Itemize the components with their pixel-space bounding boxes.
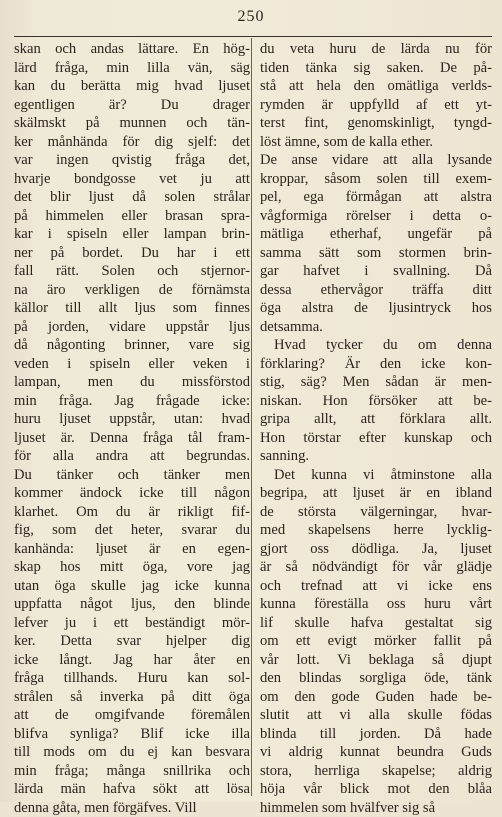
text-line: fråga tillhands. Huru kan sol-	[14, 669, 250, 688]
text-line: utan öga skulle jag icke kunna	[14, 577, 250, 596]
text-line: på himmelen eller brasan spra-	[14, 207, 250, 226]
text-line: pel, ega förmågan att alstra	[260, 188, 492, 207]
text-line: kar i spiseln eller lampan brin-	[14, 225, 250, 244]
text-line: min fråga. Jag frågade icke:	[14, 392, 250, 411]
header-rule	[14, 36, 492, 37]
text-line: med skapelsens herre lycklig-	[260, 521, 492, 540]
text-line: egentligen är? Du drager	[14, 96, 250, 115]
page-number: 250	[0, 8, 502, 26]
text-line: om ett evigt mörker fallit på	[260, 632, 492, 651]
text-line: vågformiga rörelser i detta o-	[260, 207, 492, 226]
text-line: gjort oss dödliga. Ja, ljuset	[260, 540, 492, 559]
text-line: gar hafvet i svallning. Då	[260, 262, 492, 281]
text-line: kanhända: ljuset är en egen-	[14, 540, 250, 559]
text-line: ner på bordet. Du har i ett	[14, 244, 250, 263]
text-line: det blir ljust då solen strålar	[14, 188, 250, 207]
text-line: till mods om du ej kan besvara	[14, 743, 250, 762]
text-line: strålen så inverka på ditt öga	[14, 688, 250, 707]
text-line: na äro verkligen de förnämsta	[14, 281, 250, 300]
text-line: lärd fråga, min lilla vän, säg	[14, 59, 250, 78]
text-line: är så nödvändigt för vår glädje	[260, 558, 492, 577]
column-divider	[251, 38, 252, 796]
text-line: hvarje bondgosse vet ju att	[14, 170, 250, 189]
text-line: terst fint, genomskinligt, tyngd-	[260, 114, 492, 133]
text-line: stå att hela den omätliga verlds-	[260, 77, 492, 96]
text-line: tiden tänka sig saken. De på-	[260, 59, 492, 78]
text-line: då någonting brinner, vare sig	[14, 336, 250, 355]
text-line: dessa ethervågor träffa ditt	[260, 281, 492, 300]
text-line: kroppar, såsom solen till exem-	[260, 170, 492, 189]
right-column	[260, 40, 492, 817]
text-line: ker. Detta svar hjelper dig	[14, 632, 250, 651]
text-line: den blindas sorgliga öde, tänk	[260, 669, 492, 688]
text-line: de största välgerningar, hvar-	[260, 503, 492, 522]
text-line: lärda män hafva sökt att lösa	[14, 780, 250, 799]
text-line: om den gode Guden hade be-	[260, 688, 492, 707]
text-line: Du tänker och tänker men	[14, 466, 250, 485]
text-line: detsamma.	[260, 318, 492, 337]
text-line: löst ämne, som de kalla ether.	[260, 133, 492, 152]
text-line: vi aldrig kunnat beundra Guds	[260, 743, 492, 762]
text-line: ljuset är. Denna fråga tål fram-	[14, 429, 250, 448]
text-line: lif skulle hafva gestaltat sig	[260, 614, 492, 633]
text-line: vår lott. Vi beklaga så djupt	[260, 651, 492, 670]
text-line: blifva synliga? Blif icke illa	[14, 725, 250, 744]
text-line: för alla andra att begrundas.	[14, 447, 250, 466]
text-line: skap hos mitt öga, vore jag	[14, 558, 250, 577]
text-line: gripa allt, att förklara allt.	[260, 410, 492, 429]
text-line: fall rätt. Solen och stjernor-	[14, 262, 250, 281]
text-line: stig, säg? Men sådan är men-	[260, 373, 492, 392]
text-line: niskan. Hon försöker att be-	[260, 392, 492, 411]
text-line: veden i spiseln eller veken i	[14, 355, 250, 374]
text-line: skälmskt på munnen och tän-	[14, 114, 250, 133]
text-line: du veta huru de lärda nu för	[260, 40, 492, 59]
text-line: blinda till jorden. Då hade	[260, 725, 492, 744]
text-line: De anse vidare att alla lysande	[260, 151, 492, 170]
text-line: lefver ju i ett beständigt mör-	[14, 614, 250, 633]
text-line: öga alstra de ljusintryck hos	[260, 299, 492, 318]
text-line: begripa, att ljuset är en ibland	[260, 484, 492, 503]
text-line: förklaring? Är den icke kon-	[260, 355, 492, 374]
text-line: och trefnad att vi icke ens	[260, 577, 492, 596]
text-line: höja vår blick mot den blåa	[260, 780, 492, 799]
text-line: var ingen qvistig fråga det,	[14, 151, 250, 170]
text-line: mätliga etherhaf, ungefär på	[260, 225, 492, 244]
text-line: himmelen som hvälfver sig så	[260, 799, 492, 817]
text-line: skan och andas lättare. En hög-	[14, 40, 250, 59]
text-line: huru ljuset uppstår, utan: hvad	[14, 410, 250, 429]
text-line: Hon törstar efter kunskap och	[260, 429, 492, 448]
text-line: klarhet. Om du är rikligt fif-	[14, 503, 250, 522]
text-line: icke långt. Jag har åter en	[14, 651, 250, 670]
text-line: att de omgifvande föremålen	[14, 706, 250, 725]
text-line: stora, herrliga skapelse; aldrig	[260, 762, 492, 781]
text-line: ker månhända för dig sjelf: det	[14, 133, 250, 152]
left-column	[14, 40, 250, 817]
text-line: denna gåta, men förgäfves. Vill	[14, 799, 250, 817]
text-line: slutit att vi alla skulle födas	[260, 706, 492, 725]
text-line: kommer ändock icke till någon	[14, 484, 250, 503]
text-line: fig, som det heter, svarar du	[14, 521, 250, 540]
text-line: Hvad tycker du om denna	[260, 336, 492, 355]
text-line: kan du berätta mig hvad ljuset	[14, 77, 250, 96]
text-line: min fråga; många snillrika och	[14, 762, 250, 781]
text-line: kunna föreställa oss huru vårt	[260, 595, 492, 614]
text-line: samma sätt som stormen brin-	[260, 244, 492, 263]
text-line: uppfatta något ljus, den blinde	[14, 595, 250, 614]
text-line: rymden är uppfylld af ett yt-	[260, 96, 492, 115]
text-line: på jorden, vidare uppstår ljus	[14, 318, 250, 337]
text-line: Det kunna vi åtminstone alla	[260, 466, 492, 485]
text-line: lampan, men du missförstod	[14, 373, 250, 392]
text-line: källor till allt ljus som finnes	[14, 299, 250, 318]
text-line: sanning.	[260, 447, 492, 466]
